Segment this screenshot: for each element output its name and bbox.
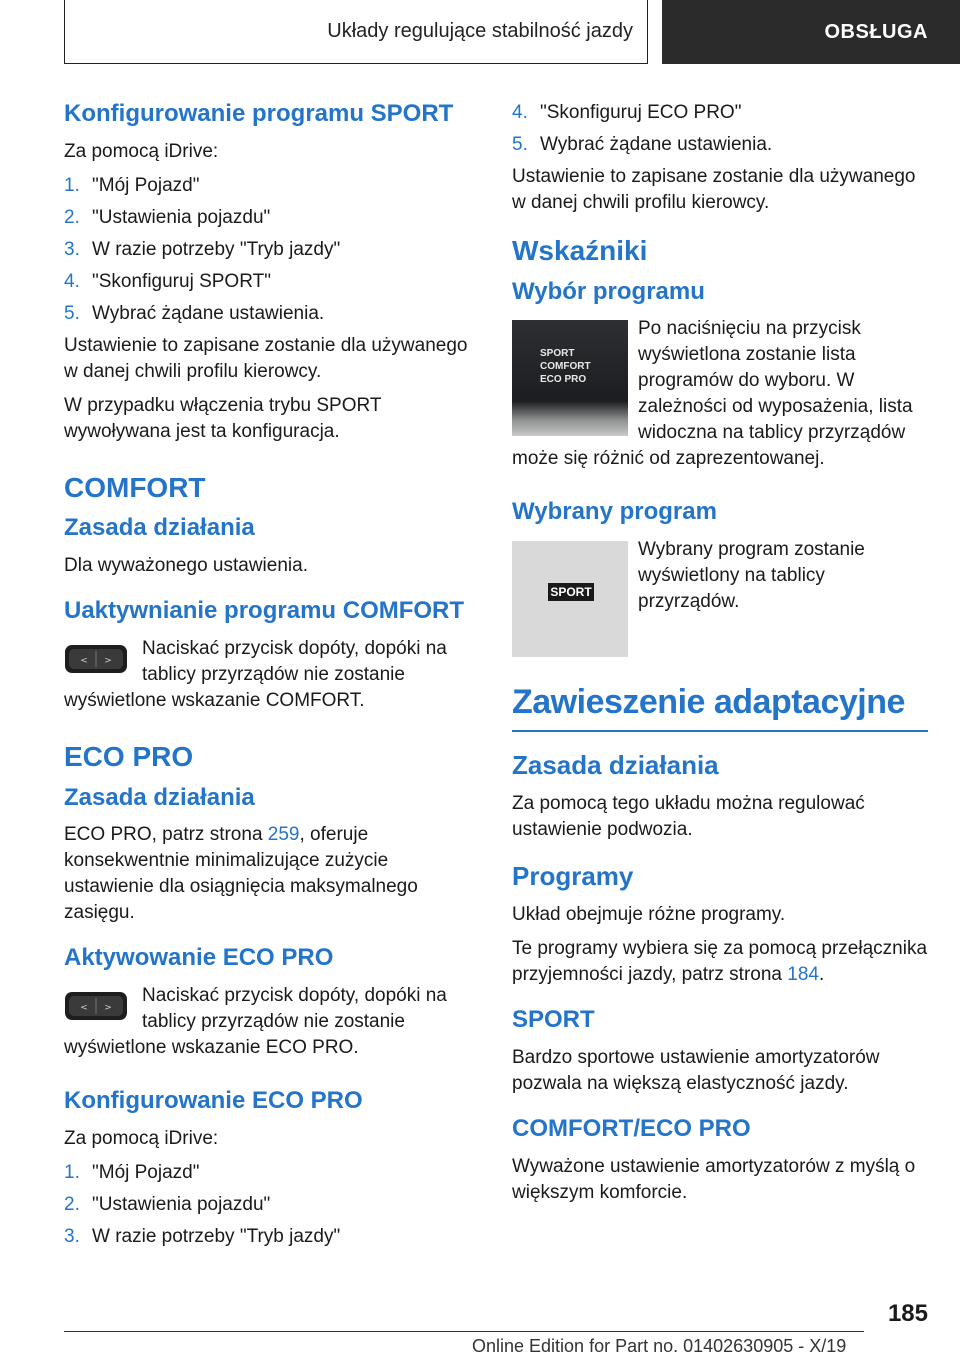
header-section-title xyxy=(64,0,648,64)
list-item: 2. "Ustawienia pojazdu" xyxy=(64,1193,271,1215)
eco-activate-block xyxy=(64,983,480,1069)
comfort-activate-heading: Uaktywnianie programu COMFORT xyxy=(64,597,465,625)
comfort-activate-block xyxy=(64,636,480,722)
section-title: Układy regulujące stabilność jazdy xyxy=(327,20,633,42)
sport-config-heading: Konfigurowanie programu SPORT xyxy=(64,100,454,127)
eco-saved-text: Ustawienie to zapisane zostanie dla używanego w danej chwili profilu kierowcy. xyxy=(512,166,916,213)
list-item: 1. "Mój Pojazd" xyxy=(64,1161,200,1183)
programs-text-1: Układ obejmuje różne programy. xyxy=(512,904,786,926)
svg-text:>: > xyxy=(104,1003,112,1014)
comfort-activate-text: Naciskać przycisk dopóty, dopóki na tablicy przyrządów nie zostanie wyświetlone wskazanie COMFORT. xyxy=(64,637,447,711)
adaptive-principle-text: Za pomocą tego układu można regulować ustawienie podwozia. xyxy=(512,792,865,840)
comfort-principle-heading: Zasada działania xyxy=(64,514,255,542)
adaptive-suspension-heading: Zawieszenie adaptacyjne xyxy=(512,681,928,732)
adaptive-principle-heading: Zasada działania xyxy=(512,749,719,780)
list-item: 4. "Skonfiguruj SPORT" xyxy=(64,270,271,292)
selected-heading: Wybrany program xyxy=(512,498,717,526)
list-item: 4. "Skonfiguruj ECO PRO" xyxy=(512,102,742,123)
display-eco-label: ECO PRO xyxy=(540,374,587,386)
sport-text: Bardzo sportowe ustawienie amortyzatorów pozwala na większą elastyczność jazdy. xyxy=(512,1046,880,1094)
display-sport-badge: SPORT xyxy=(548,583,594,601)
page-link-184[interactable]: 184 xyxy=(787,964,819,986)
sport-config-intro: Za pomocą iDrive: xyxy=(64,140,219,162)
chapter-title: OBSŁUGA xyxy=(824,20,928,43)
list-item: 3. W razie potrzeby "Tryb jazdy" xyxy=(64,1225,341,1247)
eco-steps-list-continued xyxy=(512,100,928,158)
eco-principle-heading: Zasada działania xyxy=(64,783,255,811)
svg-text:<: < xyxy=(80,655,88,666)
selected-block xyxy=(512,537,928,663)
eco-heading: ECO PRO xyxy=(64,740,194,772)
drive-mode-button-icon xyxy=(64,989,128,1023)
display-comfort-label: COMFORT xyxy=(540,361,591,373)
selection-text: Po naciśnięciu na przycisk wyświetlona zostanie lista programów do wyboru. W zależności od wyposażenia, lista widoczna na tablicy przyrządów może się różnić od zaprezentowanej. xyxy=(512,318,913,470)
eco-activate-text: Naciskać przycisk dopóty, dopóki na tablicy przyrządów nie zostanie wyświetlone wskazanie ECO PRO. xyxy=(64,985,447,1059)
page-link-259[interactable]: 259 xyxy=(267,824,300,846)
drive-mode-button-icon xyxy=(64,642,128,676)
selected-program-display xyxy=(512,541,628,657)
svg-text:<: < xyxy=(80,1003,88,1014)
comfort-principle-text: Dla wyważonego ustawienia. xyxy=(64,555,308,577)
sport-on-text: W przypadku włączenia trybu SPORT wywoływana jest ta konfiguracja. xyxy=(64,394,382,442)
eco-config-intro: Za pomocą iDrive: xyxy=(64,1127,219,1149)
list-item: 1. "Mój Pojazd" xyxy=(64,174,200,196)
page-number: 185 xyxy=(887,1300,928,1327)
eco-activate-heading: Aktywowanie ECO PRO xyxy=(64,944,334,972)
eco-steps-list xyxy=(64,1160,480,1250)
sport-heading: SPORT xyxy=(512,1006,595,1034)
selection-block xyxy=(512,316,928,480)
selection-heading: Wybór programu xyxy=(512,277,705,305)
comfort-heading: COMFORT xyxy=(64,471,206,503)
list-item: 3. W razie potrzeby "Tryb jazdy" xyxy=(64,238,341,260)
selected-text: Wybrany program zostanie wyświetlony na tablicy przyrządów. xyxy=(638,539,865,613)
comfort-eco-text: Wyważone ustawienie amortyzatorów z myślą o większym komforcie. xyxy=(512,1155,916,1203)
comfort-eco-heading: COMFORT/ECO PRO xyxy=(512,1114,751,1142)
sport-steps-list xyxy=(64,173,480,327)
list-item: 5. Wybrać żądane ustawienia. xyxy=(512,134,773,155)
header-chapter xyxy=(662,0,960,64)
list-item: 2. "Ustawienia pojazdu" xyxy=(64,206,271,228)
list-item: 5. Wybrać żądane ustawienia. xyxy=(64,302,325,324)
sport-saved-text: Ustawienie to zapisane zostanie dla używanego w danej chwili profilu kierowcy. xyxy=(64,334,468,382)
footer-divider xyxy=(64,1331,864,1332)
svg-text:>: > xyxy=(104,655,112,666)
eco-config-heading: Konfigurowanie ECO PRO xyxy=(64,1087,363,1115)
indicators-heading: Wskaźniki xyxy=(512,235,648,266)
programs-heading: Programy xyxy=(512,860,634,891)
footer-edition: Online Edition for Part no. 01402630905 - X/19 xyxy=(472,1336,847,1356)
left-column xyxy=(64,100,480,1256)
display-sport-label: SPORT xyxy=(540,348,575,360)
eco-principle-text: ECO PRO, patrz strona 259, oferuje konsekwentnie minimalizujące zużycie ustawienie dla osiągnięcia maksymalnego zasięgu. xyxy=(64,824,418,924)
right-column xyxy=(512,100,928,1214)
program-list-display xyxy=(512,320,628,436)
programs-text-2: Te programy wybiera się za pomocą przełącznika przyjemności jazdy, patrz strona 184. xyxy=(512,938,928,986)
